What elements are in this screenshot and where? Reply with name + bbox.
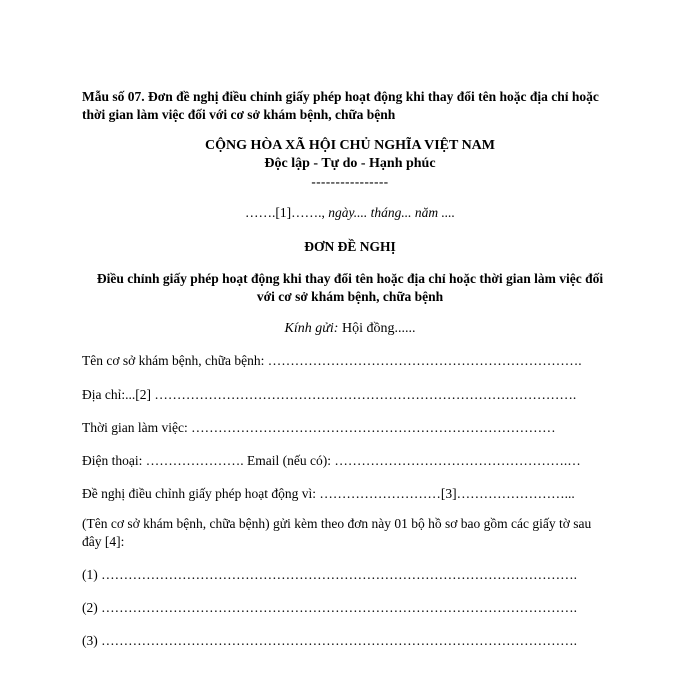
attachment-item-1: (1) ……………………………………………………………………………………………. [82, 567, 577, 582]
reason-field: Đề nghị điều chỉnh giấy phép hoạt động vì: ………………………[3]……………………... [82, 486, 575, 501]
place-placeholder: …….[1]……., [245, 205, 325, 220]
attachment-note: (Tên cơ sở khám bệnh, chữa bệnh) gửi kèm theo đơn này 01 bộ hồ sơ bao gồm các giấy tờ sau đây [4]: [82, 516, 592, 549]
date-placeholder: ngày.... tháng... năm .... [324, 205, 455, 220]
attachment-item-2: (2) ……………………………………………………………………………………………. [82, 600, 577, 615]
place-date-line [0, 205, 700, 221]
header-divider: ---------------- [311, 174, 389, 189]
form-heading: Mẫu số 07. Đơn đề nghị điều chỉnh giấy phép hoạt động khi thay đổi tên hoặc địa chỉ hoặc thời gian làm việc đối với cơ sở khám bệnh, chữa bệnh [82, 89, 599, 122]
facility-name-field: Tên cơ sở khám bệnh, chữa bệnh: ……………………………………………………………. [82, 353, 582, 368]
document-subject: Điều chỉnh giấy phép hoạt động khi thay đổi tên hoặc địa chỉ hoặc thời gian làm việc đối với cơ sở khám bệnh, chữa bệnh [96, 271, 604, 304]
attachment-item-3: (3) ……………………………………………………………………………………………. [82, 633, 577, 648]
recipient-line [0, 321, 700, 337]
national-motto: Độc lập - Tự do - Hạnh phúc [264, 156, 436, 171]
nation-title: CỘNG HÒA XÃ HỘI CHỦ NGHĨA VIỆT NAM [204, 138, 495, 153]
recipient-value: Hội đồng...... [338, 321, 416, 336]
address-field: Địa chỉ:...[2] …………………………………………………………………………………. [82, 387, 577, 402]
recipient-label: Kính gửi: [284, 321, 339, 336]
document-title: ĐƠN ĐỀ NGHỊ [304, 239, 396, 254]
phone-email-field: Điện thoại: …………………. Email (nếu có): …………………………………………….… [82, 453, 581, 468]
working-hours-field: Thời gian làm việc: ……………………………………………………………………… [82, 420, 556, 435]
